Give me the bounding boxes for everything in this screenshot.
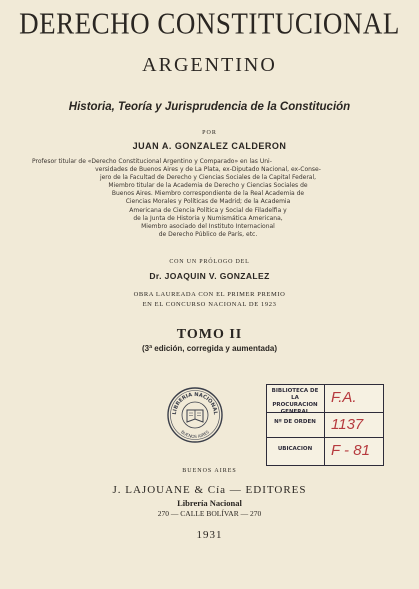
credential-line: de la Junta de Historia y Numismática Americana, [133,214,283,222]
author-credentials [32,158,384,239]
credential-line: Miembro titular de la Academia de Derecho y Ciencias Sociales de [108,182,308,190]
book-title: DERECHO CONSTITUCIONAL [19,6,400,41]
stamp-value-library: F.A. [331,389,357,406]
stamp-value-order: 1137 [331,416,364,433]
stamp-label-library: BIBLIOTECA DE LA PROCURACION GENERAL [271,388,319,415]
publisher-name: J. LAJOUANE & Cía — EDITORES [112,484,307,496]
by-label: POR [202,130,217,136]
award-line-1: OBRA LAUREADA CON EL PRIMER PREMIO [133,291,286,298]
stamp-value-location: F - 81 [331,442,370,459]
award-line-2: EN EL CONCURSO NACIONAL DE 1923 [142,301,277,308]
book-tagline: Historia, Teoría y Jurisprudencia de la Constitución [68,101,351,113]
stamp-label-order: Nº DE ORDEN [274,419,316,425]
stamp-row-divider [267,412,383,413]
credential-line: de Derecho Público de París, etc. [158,230,258,238]
credential-line: versidades de Buenos Aires y de La Plata, ex-Diputado Nacional, ex-Conse- [95,166,321,174]
credential-line: Miembro asociado del Instituto Internacional [141,222,275,230]
city-label: BUENOS AIRES [182,468,237,474]
libreria-nacional-seal [166,386,224,444]
volume-label: TOMO II [176,327,243,342]
edition-label: (3ª edición, corregida y aumentada) [142,344,277,353]
stamp-label-location: UBICACION [277,446,313,452]
bookstore-name: Librería Nacional [177,498,242,508]
seal-top-text: LIBRERIA NACIONAL [171,391,219,415]
book-subtitle: ARGENTINO [142,54,277,76]
credential-line: Profesor titular de «Derecho Constitucional Argentino y Comparado» en las Uni- [32,158,272,165]
credential-line: Buenos Aires. Miembro correspondiente de la Real Academia de [111,190,305,198]
credential-line: Americana de Ciencia Política y Social de Filadelfia y [129,206,287,214]
publication-year: 1931 [196,529,223,541]
publisher-address: 270 — CALLE BOLÍVAR — 270 [157,509,262,518]
seal-bottom-text: BUENOS AIRES [179,429,211,440]
author-name: JUAN A. GONZALEZ CALDERON [132,141,287,151]
credential-line: Ciencias Morales y Políticas de Madrid; de la Academia [125,198,291,206]
stamp-divider [324,385,325,465]
prologue-author: Dr. JOAQUIN V. GONZALEZ [149,271,270,281]
prologue-label: CON UN PRÓLOGO DEL [169,259,250,265]
stamp-row-divider [267,437,383,438]
credential-line: jero de la Facultad de Derecho y Ciencias Sociales de la Capital Federal, [99,174,317,182]
library-stamp [266,384,384,466]
